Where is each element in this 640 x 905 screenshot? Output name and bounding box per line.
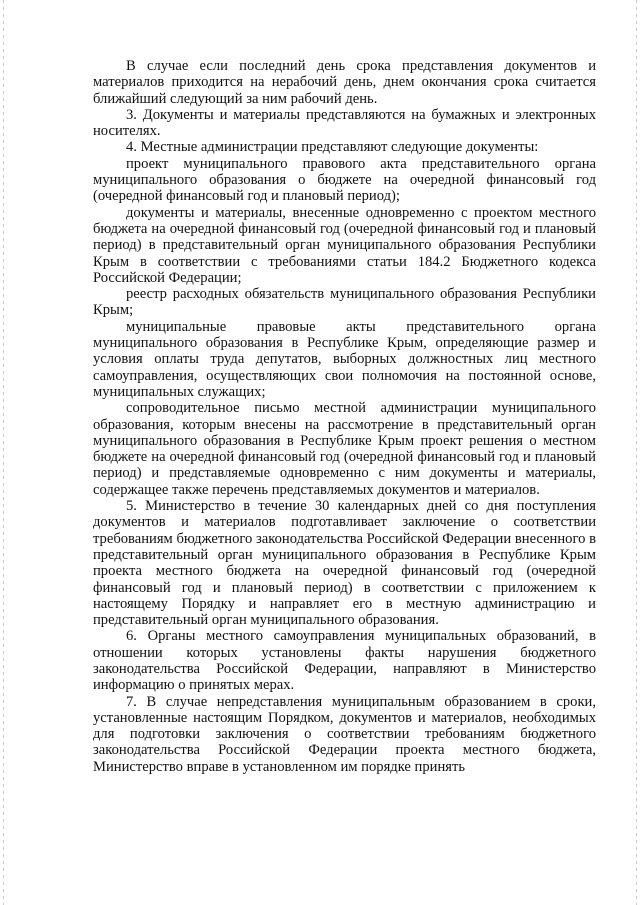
scan-edge-right — [636, 0, 637, 905]
paragraph: документы и материалы, внесенные одновременно с проектом местного бюджета на очередной финансовый год (очередной финансовый год и плановый период) в представительный орган муниципального образования Республики Крым в соответствии с требованиями статьи 184.2 Бюджетного кодекса Российской Федерации; — [93, 204, 596, 286]
paragraph: 5. Министерство в течение 30 календарных дней со дня поступления документов и материалов подготавливает заключение о соответствии требованиям бюджетного законодательства Российской Федерации внесенного в представительный орган муниципального образования в Республике Крым проекта местного бюджета на очередной финансовый год (очередной финансовый год и плановый период) в соответствии с приложением к настоящему Порядку и направляет его в местную администрацию и представительный орган муниципального образования. — [93, 498, 596, 629]
paragraph: реестр расходных обязательств муниципального образования Республики Крым; — [93, 286, 596, 319]
paragraph: муниципальные правовые акты представительного органа муниципального образования в Республике Крым, определяющие размер и условия оплаты труда депутатов, выборных должностных лиц местного самоуправления, осуществляющих свои полномочия на постоянной основе, муниципальных служащих; — [93, 318, 596, 400]
document-body — [93, 58, 596, 775]
paragraph: 4. Местные администрации представляют следующие документы: — [126, 139, 539, 156]
paragraph: 6. Органы местного самоуправления муниципальных образований, в отношении которых установлены факты нарушения бюджетного законодательства Российской Федерации, направляют в Министерство информацию о принятых мерах. — [93, 628, 596, 694]
paragraph: 3. Документы и материалы представляются на бумажных и электронных носителях. — [93, 106, 596, 140]
paragraph: В случае если последний день срока представления документов и материалов приходится на нерабочий день, днем окончания срока считается ближайший следующий за ним рабочий день. — [93, 58, 596, 107]
paragraph: 7. В случае непредставления муниципальным образованием в сроки, установленные настоящим Порядком, документов и материалов, необходимых для подготовки заключения о соответствии требованиям бюджетного законодательства Российской Федерации проекта местного бюджета, Министерство вправе в установленном им порядке принять — [93, 693, 596, 775]
paragraph: проект муниципального правового акта представительного органа муниципального образования о бюджете на очередной финансовый год (очередной финансовый год и плановый период); — [93, 155, 596, 205]
paragraph: сопроводительное письмо местной администрации муниципального образования, которым внесены на рассмотрение в представительный орган муниципального образования в Республике Крым проект решения о местном бюджете на очередной финансовый год (очередной финансовый год и плановый период) и представляемые одновременно с ним документы и материалы, содержащее также перечень представляемых документов и материалов. — [93, 400, 596, 498]
scan-edge-left — [3, 0, 4, 905]
